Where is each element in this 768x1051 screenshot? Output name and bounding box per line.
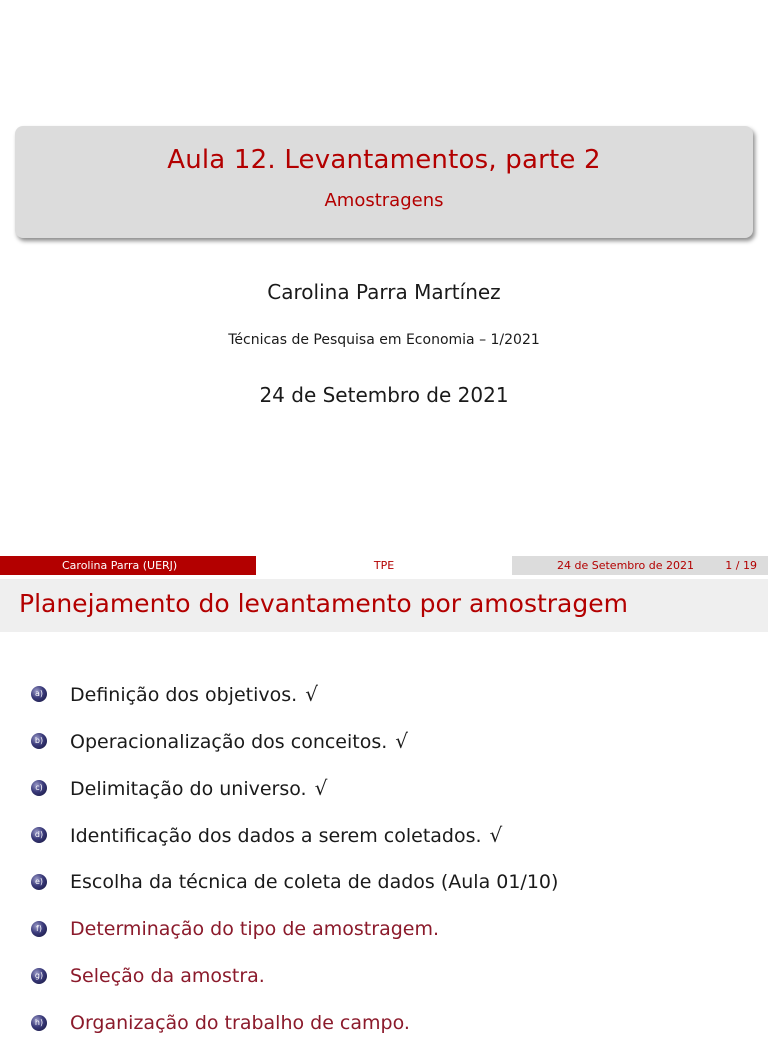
- frame-title-bar: [0, 579, 768, 632]
- list-item: [0, 713, 768, 760]
- checkmark-icon: √: [314, 776, 328, 800]
- list-item-text: Escolha da técnica de coleta de dados (Aula 01/10): [70, 871, 559, 893]
- footline-date: 24 de Setembro de 2021: [557, 559, 695, 572]
- list-item-text: Determinação do tipo de amostragem.: [70, 918, 440, 940]
- list-item-text: Seleção da amostra.: [70, 965, 265, 987]
- enum-ball-icon: g): [31, 968, 47, 984]
- checkmark-icon: √: [489, 823, 503, 847]
- enumerated-list: [0, 666, 768, 1042]
- list-item: [0, 807, 768, 854]
- checkmark-icon: √: [395, 729, 409, 753]
- footline-author: Carolina Parra (UERJ): [62, 559, 178, 572]
- enum-ball-icon: d): [31, 827, 47, 843]
- enum-ball-icon: e): [31, 874, 47, 890]
- enum-ball-icon: a): [31, 686, 47, 702]
- course-name: Técnicas de Pesquisa em Economia – 1/2021: [228, 332, 540, 348]
- footline-date-box: [512, 556, 768, 575]
- footline-author-box: [0, 556, 256, 575]
- author-name: Carolina Parra Martínez: [267, 280, 501, 304]
- footline-short-title: TPE: [256, 556, 512, 575]
- page-number: 1 / 19: [725, 559, 757, 572]
- enum-ball-icon: b): [31, 733, 47, 749]
- presentation-title: Aula 12. Levantamentos, parte 2: [167, 145, 601, 175]
- enum-ball-icon: c): [31, 780, 47, 796]
- list-item: [0, 666, 768, 713]
- list-item-text: Operacionalização dos conceitos.: [70, 731, 388, 753]
- list-item: [0, 901, 768, 948]
- list-item-text: Delimitação do universo.: [70, 778, 307, 800]
- presentation-date: 24 de Setembro de 2021: [259, 383, 509, 407]
- frame-title: Planejamento do levantamento por amostragem: [19, 589, 628, 618]
- list-item-text: Identificação dos dados a serem coletados.: [70, 825, 482, 847]
- title-block: [15, 126, 753, 238]
- list-item-text: Organização do trabalho de campo.: [70, 1012, 410, 1034]
- list-item: [0, 995, 768, 1042]
- enum-ball-icon: h): [31, 1015, 47, 1031]
- enum-ball-icon: f): [31, 921, 47, 937]
- footline: [0, 556, 768, 575]
- list-item: [0, 854, 768, 901]
- list-item-text: Definição dos objetivos.: [70, 684, 298, 706]
- list-item: [0, 948, 768, 995]
- checkmark-icon: √: [305, 682, 318, 706]
- presentation-subtitle: Amostragens: [324, 190, 444, 211]
- list-item: [0, 760, 768, 807]
